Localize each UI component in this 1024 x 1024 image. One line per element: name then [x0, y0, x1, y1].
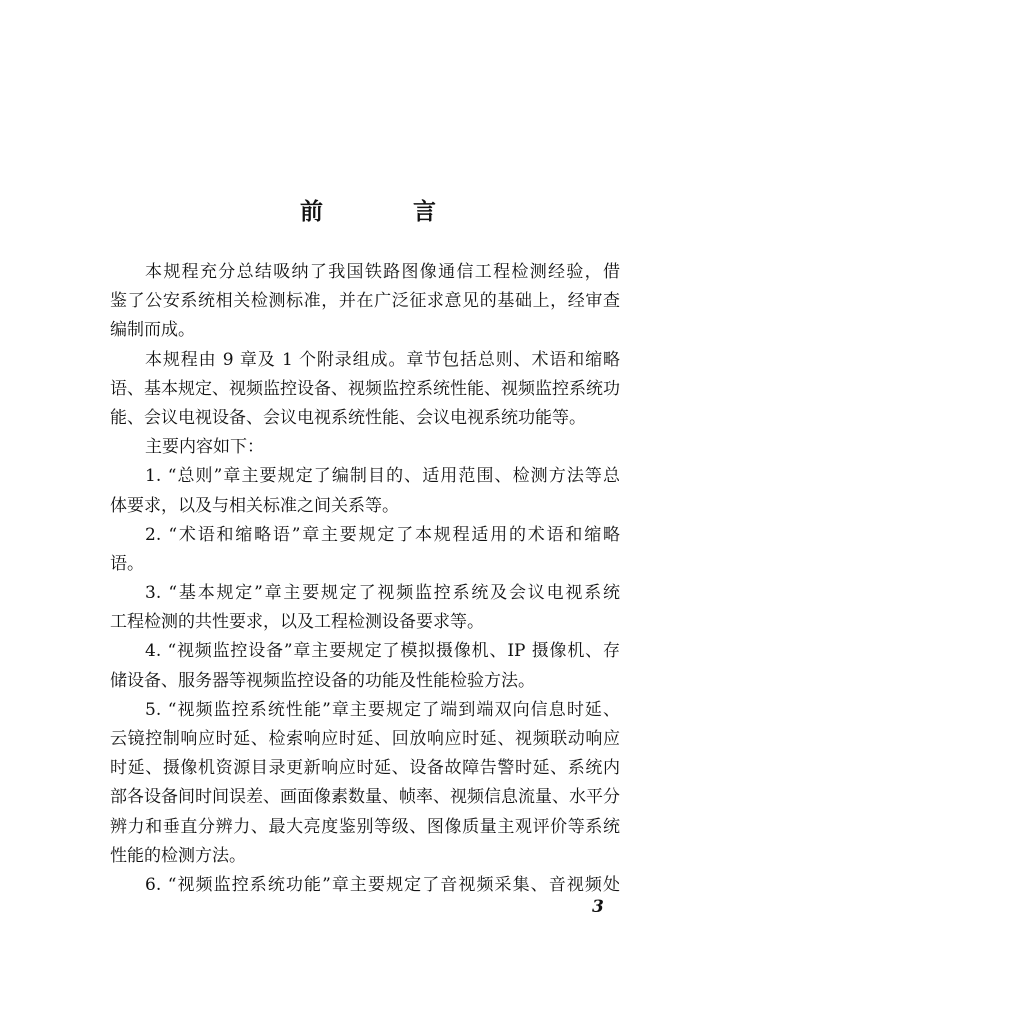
text-line: 1. “总则”章主要规定了编制目的、适用范围、检测方法等总 [145, 466, 620, 487]
text-line: 5. “视频监控系统性能”章主要规定了端到端双向信息时延、 [145, 699, 620, 720]
text-line: 2. “术语和缩略语”章主要规定了本规程适用的术语和缩略 [145, 524, 620, 545]
text-line: 编制而成。 [110, 320, 195, 341]
title-part-1: 前 [300, 198, 323, 225]
text-line: 性能的检测方法。 [110, 845, 246, 866]
text-line: 云镜控制响应时延、检索响应时延、回放响应时延、视频联动响应 [110, 729, 620, 749]
title-part-2: 言 [413, 198, 436, 225]
text-line: 部各设备间时间误差、画面像素数量、帧率、视频信息流量、水平分 [110, 787, 620, 808]
text-line: 语。 [110, 553, 144, 574]
text-line: 主要内容如下： [145, 437, 264, 458]
text-line: 本规程由 9 章及 1 个附录组成。章节包括总则、术语和缩略 [145, 349, 620, 370]
text-line: 鉴了公安系统相关检测标准，并在广泛征求意见的基础上，经审查 [110, 291, 620, 312]
page-number: 3 [592, 897, 604, 917]
text-line: 3. “基本规定”章主要规定了视频监控系统及会议电视系统 [145, 583, 620, 604]
text-line: 语、基本规定、视频监控设备、视频监控系统性能、视频监控系统功 [110, 378, 620, 399]
text-line: 本规程充分总结吸纳了我国铁路图像通信工程检测经验，借 [145, 262, 620, 282]
preface-body [110, 258, 620, 900]
text-line: 4. “视频监控设备”章主要规定了模拟摄像机、IP 摄像机、存 [145, 641, 620, 662]
text-line: 能、会议电视设备、会议电视系统性能、会议电视系统功能等。 [110, 407, 586, 428]
text-line: 体要求，以及与相关标准之间关系等。 [110, 495, 399, 516]
page-title [300, 196, 436, 228]
text-line: 工程检测的共性要求，以及工程检测设备要求等。 [110, 612, 484, 633]
text-line: 时延、摄像机资源目录更新响应时延、设备故障告警时延、系统内 [110, 758, 620, 779]
text-line: 辨力和垂直分辨力、最大亮度鉴别等级、图像质量主观评价等系统 [110, 816, 620, 837]
text-line: 6. “视频监控系统功能”章主要规定了音视频采集、音视频处 [145, 874, 620, 895]
text-line: 储设备、服务器等视频监控设备的功能及性能检验方法。 [110, 670, 535, 691]
